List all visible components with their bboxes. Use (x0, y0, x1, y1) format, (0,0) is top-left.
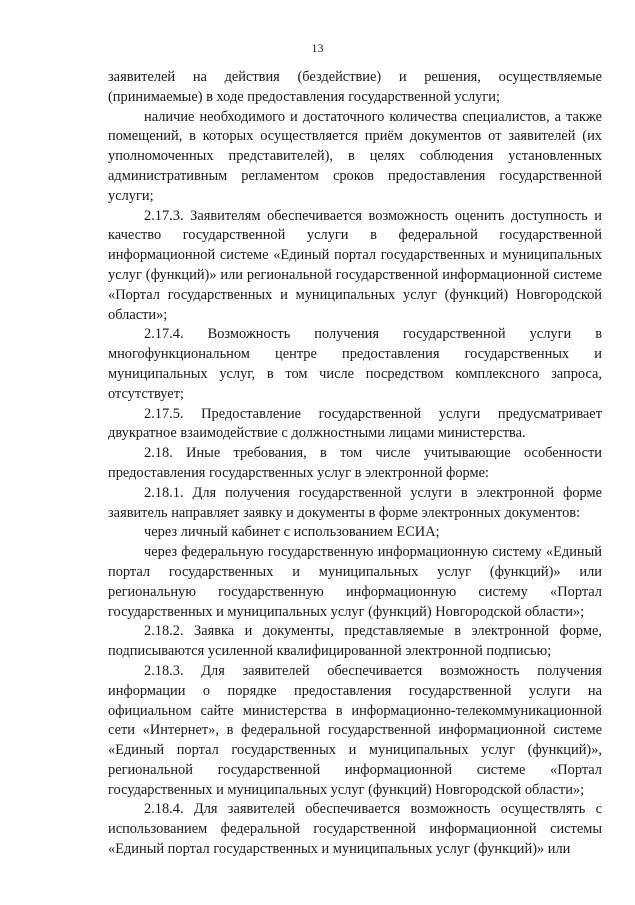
page-number: 13 (311, 41, 324, 55)
paragraph-2-18: 2.18. Иные требования, в том числе учитывающие особенности предоставления государственных услуг в электронной форме: (108, 445, 602, 481)
paragraph-2-18-1: 2.18.1. Для получения государственной услуги в электронной форме заявитель направляет заявку и документы в форме электронных документов: (108, 484, 602, 521)
paragraph-personal-cabinet: через личный кабинет с использованием ЕСИА; (144, 524, 440, 541)
paragraph-2-18-2: 2.18.2. Заявка и документы, представляемые в электронной форме, подписываются усиленной квалифицированной электронной подписью; (108, 623, 602, 660)
paragraph-2-17-3: 2.17.3. Заявителям обеспечивается возможность оценить доступность и качество государственной услуги в федеральной государственной информационной системе «Единый портал государственных и муниципальных услуг (функций)» или региональной государственной информационной системе «Портал государственных и муниципальных услуг (функций) Новгородской области»; (108, 207, 602, 323)
paragraph-staff-availability: наличие необходимого и достаточного количества специалистов, а также помещений, в которых осуществляется приём документов от заявителей (их уполномоченных представителей), в целях соблюдения установленных административным регламентом сроков предоставления государственной услуги; (108, 108, 602, 204)
document-body (108, 68, 602, 860)
paragraph-appeal-rights: заявителей на действия (бездействие) и решения, осуществляемые (принимаемые) в ходе предоставления государственной услуги; (108, 69, 602, 105)
paragraph-2-18-3: 2.18.3. Для заявителей обеспечивается возможность получения информации о порядке предоставления государственной услуги на официальном сайте министерства в информационно-телекоммуникационной сети «Интернет», в федеральной государственной информационной системе «Единый портал государственных и муниципальных услуг (функций)», региональной государственной информационной системе «Портал государственных и муниципальных услуг (функций) Новгородской области»; (108, 662, 602, 798)
paragraph-2-18-4: 2.18.4. Для заявителей обеспечивается возможность осуществлять с использованием федеральной государственной информационной системы «Единый портал государственных и муниципальных услуг (функций)» или (108, 801, 602, 858)
paragraph-2-17-4: 2.17.4. Возможность получения государственной услуги в многофункциональном центре предоставления государственных и муниципальных услуг, в том числе посредством комплексного запроса, отсутствует; (108, 326, 602, 402)
paragraph-2-17-5: 2.17.5. Предоставление государственной услуги предусматривает двукратное взаимодействие с должностными лицами министерства. (108, 405, 602, 442)
paragraph-via-portal: через федеральную государственную информационную систему «Единый портал государственных и муниципальных услуг (функций)» или региональную государственную информационную систему «Портал государственных и муниципальных услуг (функций) Новгородской области»; (108, 544, 602, 620)
